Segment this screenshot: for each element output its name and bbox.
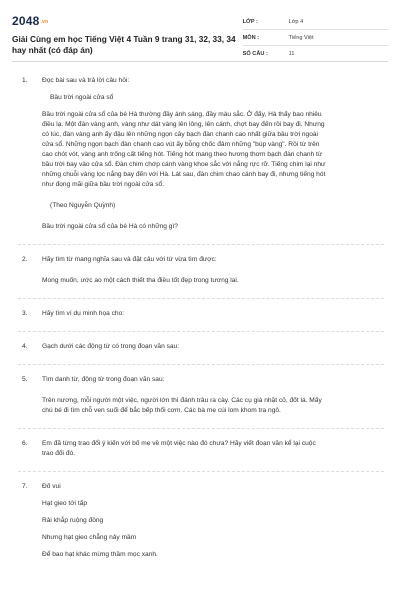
title-line-1: Giải Cùng em học Tiếng Việt 4 Tuần 9 trang 31, 32, 33, 34 <box>12 34 236 44</box>
passage-line: Bầu trời ngoài cửa sổ của bé Hà thường đầy ánh sáng, đầy màu sắc. Ở đấy, Hà thấy bao nhiêu <box>42 111 322 118</box>
story-title: Bầu trời ngoài cửa sổ <box>50 94 114 101</box>
page-title <box>12 34 243 56</box>
meta-row-class <box>243 14 388 30</box>
passage-line: cao chót vót, vàng anh trống cất tiếng hót. Tiếng hót mang theo hương thơm bạch đàn chanh từ <box>42 151 323 158</box>
meta-row-count <box>243 46 388 61</box>
divider <box>18 364 384 365</box>
meta-label: MÔN : <box>242 34 260 41</box>
q1-body <box>42 93 384 232</box>
question-text <box>42 439 384 459</box>
passage-line: có lúc, đàn vàng anh ấy đậu lên những ngọn cây bạch đàn chanh cao nhất giữa bầu trời ngoài <box>42 131 319 138</box>
divider <box>18 244 384 245</box>
question-number: 4. <box>22 343 28 350</box>
meta-row-subject <box>243 30 388 46</box>
question-text: Hãy tìm ví dụ minh họa cho: <box>42 310 125 317</box>
brand-block <box>12 14 243 56</box>
divider <box>18 298 384 299</box>
poem-line: Để bao hạt khác mừng thầm mọc xanh. <box>42 551 158 558</box>
logo-suffix: .vn <box>40 18 49 25</box>
meta-value: 11 <box>288 50 295 57</box>
question-6 <box>18 439 384 459</box>
question-number: 5. <box>22 376 28 383</box>
q2-body: Mong muốn, ước ao một cách thiết tha điều tốt đẹp trong tương lai. <box>42 277 239 284</box>
question-text: Tìm danh từ, động từ trong đoạn văn sau: <box>42 376 165 383</box>
question-4 <box>18 342 384 352</box>
header <box>12 0 388 62</box>
meta-table <box>243 14 388 61</box>
q5-body <box>42 396 384 416</box>
question-number: 3. <box>22 310 28 317</box>
title-line-2: hay nhất (có đáp án) <box>12 45 93 55</box>
passage-line: bầu trời bay vào cửa sổ. Đàn chim chớp cánh vàng khoe sắc với nắng rực rỡ. Tiếng chim lại như <box>42 161 326 168</box>
question-text: Gạch dưới các động từ có trong đoạn văn sau: <box>42 343 180 350</box>
divider <box>18 471 384 472</box>
question-1 <box>18 76 384 86</box>
question-5 <box>18 375 384 385</box>
question-number: 1. <box>22 77 28 84</box>
question-number: 6. <box>22 440 28 447</box>
content <box>12 62 388 560</box>
story-source: (Theo Nguyễn Quỳnh) <box>50 202 116 209</box>
question-3 <box>18 309 384 319</box>
question-2 <box>18 255 384 265</box>
poem-line: Nhưng hạt gieo chẳng nảy mầm <box>42 534 137 541</box>
passage-line: cửa sổ. Những ngọn bạch đàn chanh cao vút ấy bỗng chốc đâm những "búp vàng". Rồi từ trên <box>42 141 320 148</box>
sub-question: Bầu trời ngoài cửa sổ của bé Hà có những gì? <box>42 223 178 230</box>
question-text: Đố vui <box>42 483 61 490</box>
divider <box>18 331 384 332</box>
passage-line: điều lạ. Một đàn vàng anh, vàng như dát vàng lên lông, lên cánh, chợt bay đến rồi bay đi. Nhưng <box>42 121 325 128</box>
question-number: 7. <box>22 483 28 490</box>
question-line: trao đổi đó. <box>42 450 75 457</box>
site-logo[interactable] <box>12 14 243 28</box>
poem-line: Rải khắp ruộng đồng <box>42 517 104 524</box>
body-line: Trên nương, mỗi người một việc, người lớn thì đánh trâu ra cày. Các cụ già nhặt cỏ, đốt lá. Mấy <box>42 397 322 404</box>
passage-line: như đọng mãi giữa bầu trời ngoài cửa sổ. <box>42 181 165 188</box>
divider <box>18 428 384 429</box>
question-text: Hãy tìm từ mang nghĩa sau và đặt câu với từ vừa tìm được: <box>42 256 217 263</box>
meta-value: Tiếng Việt <box>288 34 314 41</box>
question-number: 2. <box>22 256 28 263</box>
meta-value: Lớp 4 <box>288 18 304 25</box>
passage-line: những chuỗi vàng lọc nắng bay đến với Hà. Lát sau, đàn chim chao cánh bay đi, nhưng tiếng hót <box>42 171 326 178</box>
story-passage <box>42 110 384 190</box>
riddle-poem <box>42 499 384 560</box>
question-text: Đọc bài sau và trả lời câu hỏi: <box>42 77 130 84</box>
logo-text: 2048 <box>12 14 40 28</box>
body-line: chú bé đi tìm chỗ ven suối để bắc bếp thổi cơm. Các bà mẹ cúi lom khom tra ngô. <box>42 407 281 414</box>
meta-label: SỐ CÂU : <box>242 50 268 57</box>
question-7 <box>18 482 384 492</box>
question-line: Em đã từng trao đổi ý kiến với bố mẹ về một việc nào đó chưa? Hãy viết đoạn văn kể lại cuộc <box>42 440 316 447</box>
poem-line: Hạt gieo tới tấp <box>42 500 88 507</box>
meta-label: LỚP : <box>242 18 258 25</box>
